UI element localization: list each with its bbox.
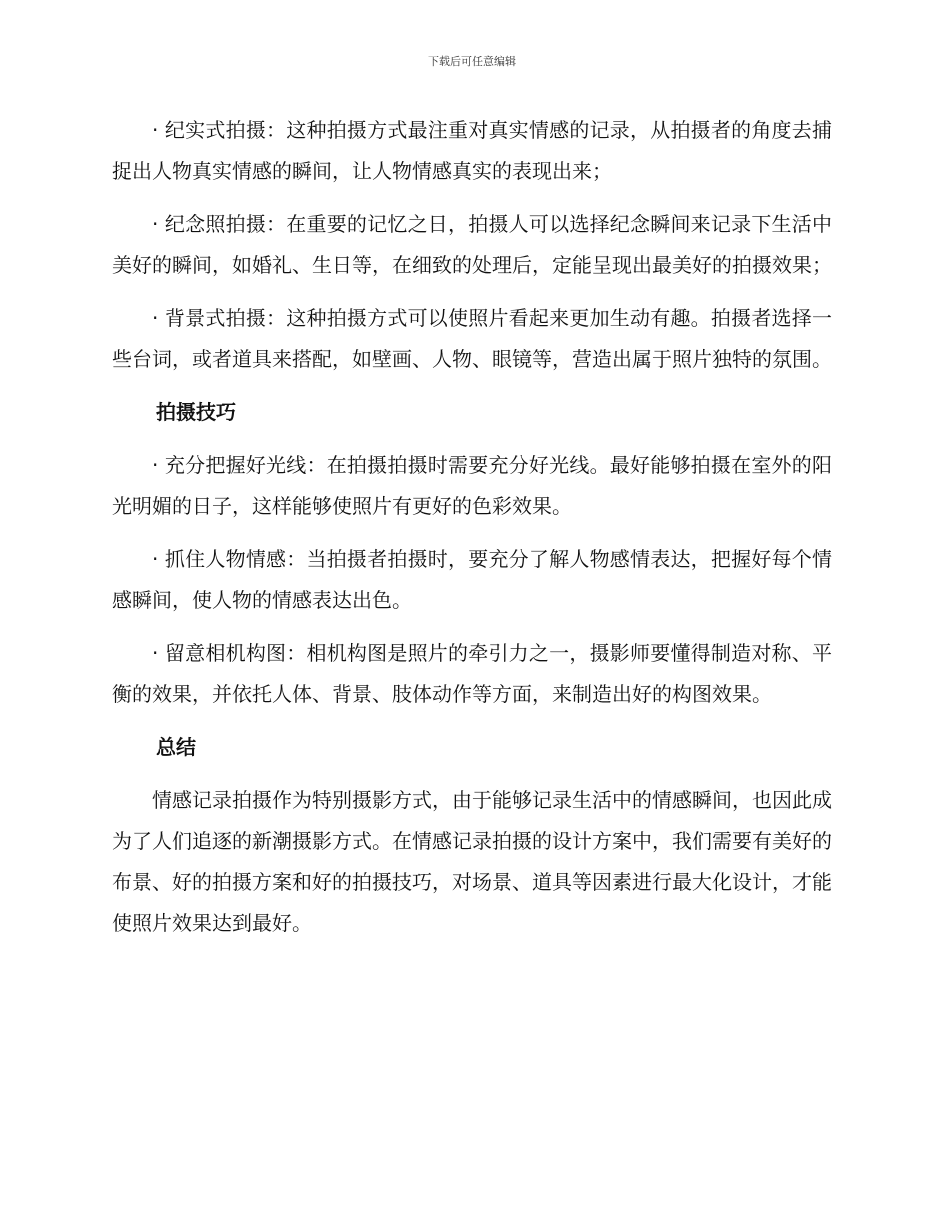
paragraph-summary: 情感记录拍摄作为特别摄影方式，由于能够记录生活中的情感瞬间，也因此成为了人们追逐的新潮摄影方式。在情感记录拍摄的设计方案中，我们需要有美好的布景、好的拍摄方案和好的拍摄技巧，对场景、道具等因素进行最大化设计，才能使照片效果达到最好。 [112, 788, 832, 935]
page-header: 下载后可任意编辑 [428, 55, 516, 68]
paragraph-background-shooting: · 背景式拍摄：这种拍摄方式可以使照片看起来更加生动有趣。拍摄者选择一些台词，或者道具来搭配，如壁画、人物、眼镜等，营造出属于照片独特的氛围。 [112, 306, 832, 371]
document-body [112, 110, 832, 944]
paragraph-commemorative-shooting: · 纪念照拍摄：在重要的记忆之日，拍摄人可以选择纪念瞬间来记录下生活中美好的瞬间，如婚礼、生日等，在细致的处理后，定能呈现出最美好的拍摄效果； [112, 212, 832, 277]
section-heading-summary: 总结 [156, 735, 196, 759]
paragraph-documentary-shooting: · 纪实式拍摄：这种拍摄方式最注重对真实情感的记录，从拍摄者的角度去捕捉出人物真实情感的瞬间，让人物情感真实的表现出来； [112, 118, 832, 183]
paragraph-composition: · 留意相机构图：相机构图是照片的牵引力之一，摄影师要懂得制造对称、平衡的效果，并依托人体、背景、肢体动作等方面，来制造出好的构图效果。 [112, 641, 832, 706]
paragraph-lighting: · 充分把握好光线：在拍摄拍摄时需要充分好光线。最好能够拍摄在室外的阳光明媚的日子，这样能够使照片有更好的色彩效果。 [112, 453, 832, 518]
paragraph-emotion: · 抓住人物情感：当拍摄者拍摄时，要充分了解人物感情表达，把握好每个情感瞬间，使人物的情感表达出色。 [112, 547, 832, 612]
section-heading-techniques: 拍摄技巧 [156, 400, 236, 424]
